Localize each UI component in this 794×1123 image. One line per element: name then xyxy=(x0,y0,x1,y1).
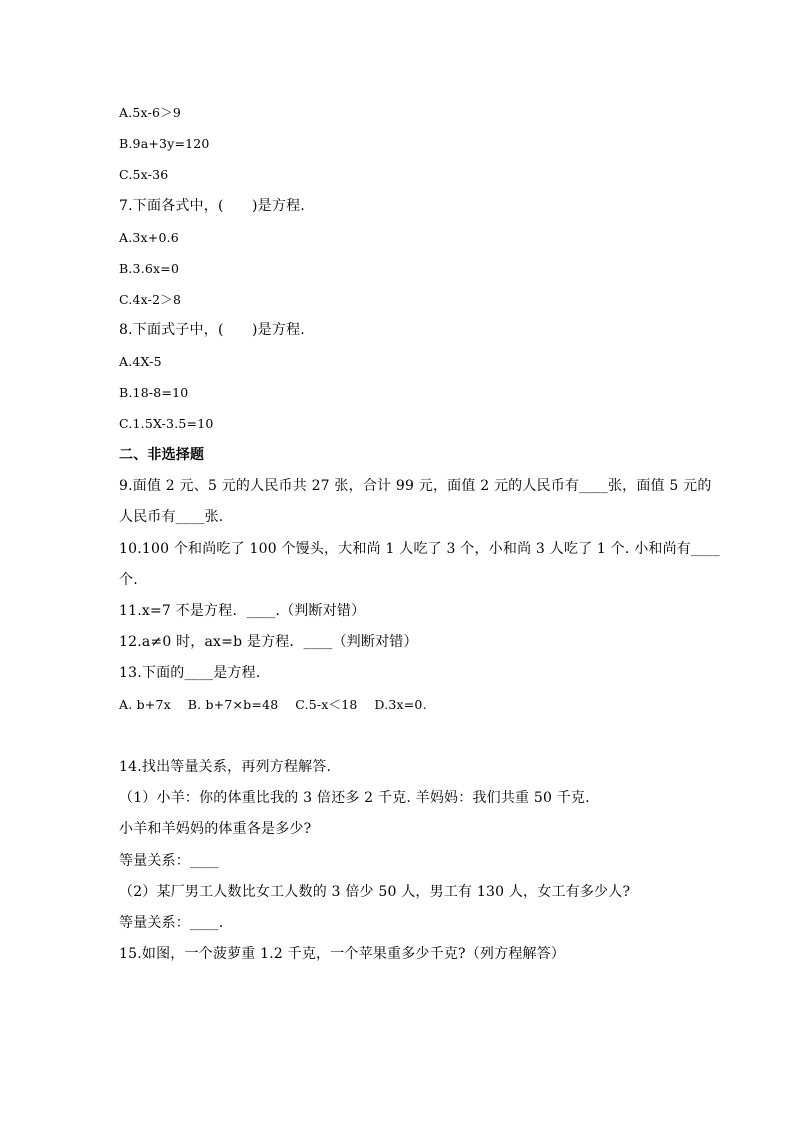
q14-part-1-relation: 等量关系：____ xyxy=(119,853,219,869)
q10-line-1: 10.100 个和尚吃了 100 个馒头，大和尚 1 人吃了 3 个，小和尚 3 人吃了 1 个. 小和尚有____ xyxy=(119,541,720,557)
q14-part-1: （1）小羊：你的体重比我的 3 倍还多 2 千克. 羊妈妈：我们共重 50 千克. xyxy=(119,790,590,806)
q14-part-2: （2）某厂男工人数比女工人数的 3 倍少 50 人，男工有 130 人，女工有多少人? xyxy=(119,884,631,900)
q14-part-1-question: 小羊和羊妈妈的体重各是多少? xyxy=(119,821,312,837)
q7-stem: 7.下面各式中，( )是方程. xyxy=(119,198,305,214)
q14-stem: 14.找出等量关系，再列方程解答. xyxy=(119,759,332,775)
q6-option-c: C.5x-36 xyxy=(119,167,169,182)
q13-stem: 13.下面的____是方程. xyxy=(119,665,261,681)
q13-options: A. b+7x B. b+7×b=48 C.5-x＜18 D.3x=0. xyxy=(119,697,427,712)
q12: 12.a≠0 时，ax=b 是方程．____（判断对错） xyxy=(119,634,418,650)
q8-option-a: A.4X-5 xyxy=(119,354,162,369)
q8-option-c: C.1.5X-3.5=10 xyxy=(119,416,214,431)
q11: 11.x=7 不是方程．____.（判断对错） xyxy=(119,603,366,619)
q6-option-b: B.9a+3y=120 xyxy=(119,136,210,151)
q6-option-a: A.5x-6＞9 xyxy=(119,105,182,120)
q10-line-2: 个. xyxy=(119,572,138,588)
q8-stem: 8.下面式子中，( )是方程. xyxy=(119,322,305,338)
q7-option-a: A.3x+0.6 xyxy=(119,230,179,245)
section-heading-non-choice: 二、非选择题 xyxy=(119,447,205,463)
q9-line-2: 人民币有____张. xyxy=(119,509,224,525)
q8-option-b: B.18-8=10 xyxy=(119,385,189,400)
q7-option-b: B.3.6x=0 xyxy=(119,261,180,276)
q9-line-1: 9.面值 2 元、5 元的人民币共 27 张，合计 99 元，面值 2 元的人民币有____张，面值 5 元的 xyxy=(119,478,712,494)
q7-option-c: C.4x-2＞8 xyxy=(119,292,182,307)
q14-part-2-relation: 等量关系：____. xyxy=(119,915,224,931)
q15-stem: 15.如图，一个菠萝重 1.2 千克，一个苹果重多少千克?（列方程解答） xyxy=(119,946,566,962)
